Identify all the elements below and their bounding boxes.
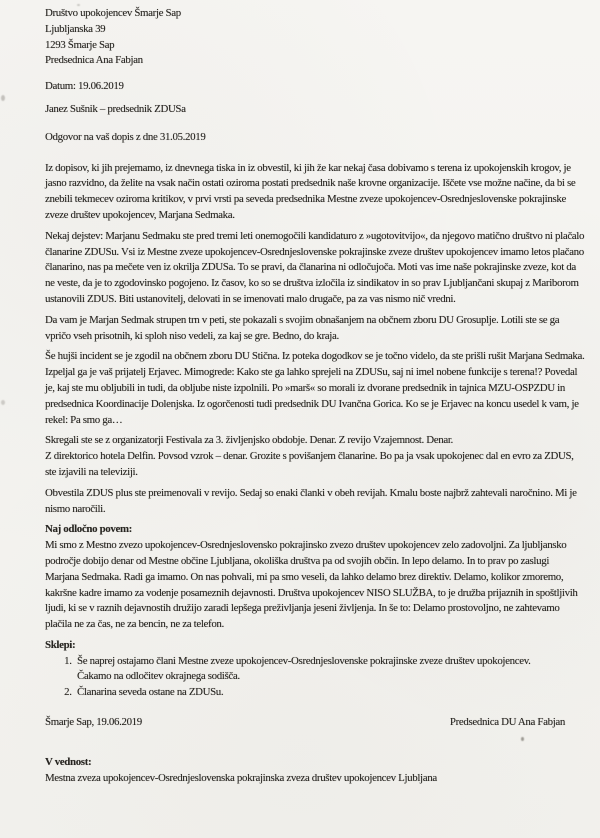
paragraph-intro: Iz dopisov, ki jih prejemamo, iz dnevnega tiska in iz obvestil, ki jih že kar nekaj časa dobivamo s terena iz upokojenskih krogov, je jasno razvidno, da želite na vsak način ostati oziroma postati predsednik naše krovne organizacije. Iščete vse možne načine, da bi se znebili tekmecev oziroma kritikov, v prvi vrsti pa seveda predsednika Mestne zveze upokojencev-Osrednjeslovenske pokrajinske zveze društev upokojencev, Marjana Sedmaka.	[45, 161, 576, 221]
sender-president: Predsednica Ana Fabjan	[45, 54, 143, 67]
closing-place-date: Šmarje Sap, 19.06.2019	[45, 716, 142, 729]
sender-street: Ljubljanska 39	[45, 22, 106, 35]
statement-heading: Naj odločno povem:	[45, 523, 132, 536]
cc-heading: V vednost:	[45, 755, 92, 768]
conclusions-list	[45, 654, 585, 701]
scan-artifact	[521, 737, 524, 741]
paragraph-denar-line-2: Z direktorico hotela Delfin. Povsod vzrok – denar. Grozite s povišanjem članarine. Bo pa ja vsak upokojenec dal en evro za ZDUS, ste izjavili na televiziji.	[45, 450, 574, 478]
scan-artifact	[77, 4, 80, 6]
scan-artifact	[1, 400, 5, 405]
cc-line: Mestna zveza upokojencev-Osrednjeslovenska pokrajinska zveza društev upokojencev Ljubljana	[45, 771, 437, 784]
paragraph-grosuplje: Da vam je Marjan Sedmak strupen trn v peti, ste pokazali s svojim obnašanjem na občnem zboru DU Grosuplje. Lotili ste se ga vpričo vseh prisotnih, ki sploh niso vedeli, za kaj se gre. Bedno, do kraja.	[45, 313, 560, 342]
conclusion-item-1	[74, 654, 585, 686]
conclusion-1-line-2: Čakamo na odločitev okrajnega sodišča.	[77, 670, 240, 683]
recipient-line: Janez Sušnik – predsednik ZDUSa	[45, 102, 186, 115]
paragraph-denar	[45, 433, 585, 480]
statement-paragraph: Mi smo z Mestno zvezo upokojencev-Osrednjeslovensko pokrajinsko zvezo društev upokojencev zelo zadovoljni. Za ljubljansko področje dobijo denar od Mestne občine Ljubljana, okoliška društva pa od svojih občin. In lepo delamo. In to prav po zaslugi Marjana Sedmaka. Radi ga imamo. On nas pohvali, mi pa smo veseli, da lahko delamo brez direktiv. Delamo, kolikor zmoremo, kakršne kadre imamo za vodenje posameznih dejavnosti. Društva upokojencev NISO SLUŽBA, to je družba prijaznih in spoštljivih ljudi, ki se v raznih dejavnostih družijo zaradi lepšega preživljanja jeseni življenja. In še to: Delamo prostovoljno, ne zahtevamo plačila ne za čas, ne za bencin, ne za telefon.	[45, 539, 578, 631]
conclusion-2-line-1: 2. Članarina seveda ostane na ZDUSu.	[77, 686, 224, 699]
subject-line: Odgovor na vaš dopis z dne 31.05.2019	[45, 130, 206, 143]
conclusion-item-2	[74, 685, 585, 701]
sender-block	[45, 6, 585, 69]
signature-name: Predsednica DU Ana Fabjan	[449, 716, 565, 729]
paragraph-facts: Nekaj dejstev: Marjanu Sedmaku ste pred tremi leti onemogočili kandidaturo z »ugotovitvijo«, da njegovo matično društvo ni plačalo članarine ZDUSu. Vsi iz Mestne zveze upokojencev-Osrednjeslovenske pokrajinske zveze društev upokojencev imamo letos plačano članarino, nas pa mečete ven iz okrilja ZDUSa. To se pravi, da članarina ni odločujoča. Moti vas ime naše pokrajinske zveze, kot da ne veste, da je to zgodovinsko pogojeno. Iz časov, ko so se društva izločila iz sindikatov in so prav Ljubljančani skupaj z Mariborom ustanovili ZDUS. Biti ustanovitelj, delovati in se imenovati malo drugače, pa za vas nismo nič vredni.	[45, 229, 585, 305]
paragraph-denar-line-1: Skregali ste se z organizatorji Festivala za 3. življenjsko obdobje. Denar. Z revijo Vzajemnost. Denar.	[45, 434, 453, 447]
conclusion-1-line-1: 1. Še naprej ostajamo člani Mestne zveze upokojencev-Osrednjeslovenske pokrajinske zveze društev upokojencev.	[77, 654, 531, 667]
conclusions-heading: Sklepi:	[45, 638, 76, 651]
paragraph-sticna: Še hujši incident se je zgodil na občnem zboru DU Stična. Iz poteka dogodkov se je točno videlo, da ste prišli rušit Marjana Sedmaka. Izpeljal ga je vaš prijatelj Erjavec. Mimogrede: Kako ste ga lahko sprejeli na ZDUSu, saj ni imel nobene funkcije s terena!? Povedal je, kaj ste mu obljubili in tudi, da obljube niste izpolnili. Po »marš« so morali iz dvorane predsednik in tajnica MZU-OSPZDU in predsednica Koordinacije Dolenjska. Iz ogorčenosti tudi predsednik DU Ivančna Gorica. Ko se je Erjavec na koncu usedel k vam, je rekel: Pa smo ga…	[45, 350, 585, 426]
paragraph-revija: Obvestila ZDUS plus ste preimenovali v revijo. Sedaj so enaki članki v obeh revijah. Kmalu boste najbrž zahtevali naročnino. Mi je nismo naročili.	[45, 486, 577, 515]
scan-artifact	[1, 95, 5, 101]
closing-row	[45, 715, 585, 731]
date-line: Datum: 19.06.2019	[45, 80, 124, 93]
sender-organization: Društvo upokojencev Šmarje Sap	[45, 7, 181, 19]
sender-city: 1293 Šmarje Sap	[45, 38, 115, 51]
